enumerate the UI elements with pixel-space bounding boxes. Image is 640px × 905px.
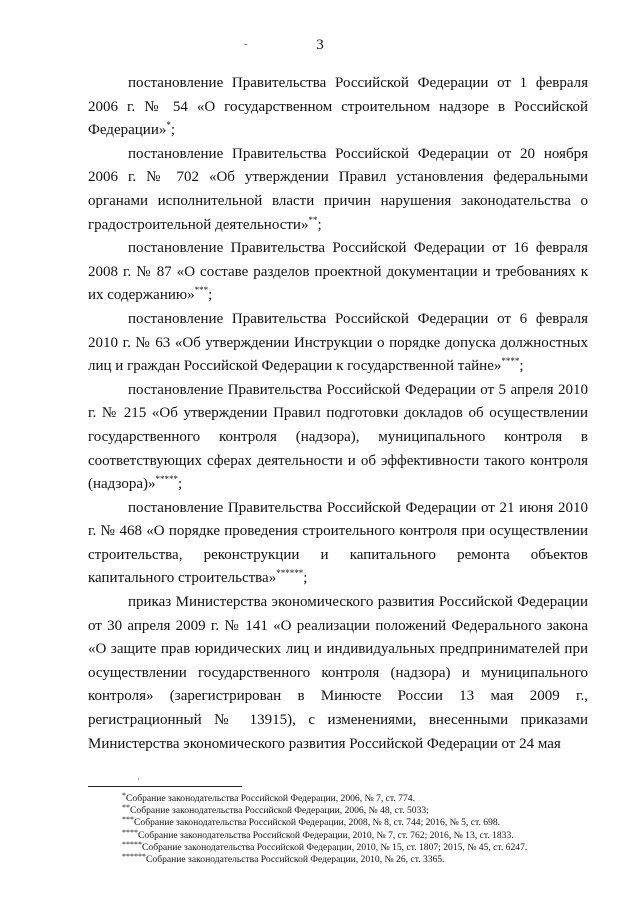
footnote-ref: ***** xyxy=(155,474,178,485)
footnote-text: Собрание законодательства Российской Федерации, 2010, № 15, ст. 1807; 2015, № 45, ст. 6247. xyxy=(142,841,528,853)
footnote-item xyxy=(122,817,592,829)
paragraph-text: постановление Правительства Российской Федерации от 21 июня 2010 г. № 468 «О порядке проведения строительного контроля при осуществлении строительства, реконструкции и капитального ремонта объектов капитального строительства» xyxy=(88,499,588,587)
footnote-marker: ***** xyxy=(122,839,142,849)
footnote-ref: *** xyxy=(194,285,209,296)
page-number: 3 xyxy=(316,37,324,53)
scan-mark: - xyxy=(244,38,248,50)
paragraph-decree-702 xyxy=(88,143,588,237)
footnote-text: Собрание законодательства Российской Федерации, 2008, № 8, ст. 744; 2016, № 5, ст. 698. xyxy=(134,817,501,829)
paragraph-text: постановление Правительства Российской Федерации от 5 апреля 2010 г. № 215 «Об утверждении Правил подготовки докладов об осуществлении государственного контроля (надзора), муниципального контроля в соответствующих сферах деятельности и об эффективности такого контроля (надзора)» xyxy=(88,381,588,493)
paragraph-decree-63 xyxy=(88,308,588,379)
footnote-item xyxy=(122,854,592,866)
paragraph-text: постановление Правительства Российской Федерации от 1 февраля 2006 г. № 54 «О государственном строительном надзоре в Российской Федерации» xyxy=(88,75,588,139)
footnote-item xyxy=(122,827,592,842)
paragraph-text: приказ Министерства экономического развития Российской Федерации от 30 апреля 2009 г. № 141 «О реализации положений Федерального закона «О защите прав юридических лиц и индивидуальных предпринимателей при осуществлении государственного контроля (надзора) и муниципального контроля» (зарегистрирован в Минюсте России 13 мая 2009 г., регистрационный № 13915), с изменениями, внесенными приказами Министерства экономического развития Российской Федерации от 24 мая xyxy=(88,594,588,752)
paragraph-tail: ; xyxy=(317,216,322,233)
paragraph-tail: ; xyxy=(178,476,183,493)
footnote-marker: *** xyxy=(122,815,134,825)
document-body xyxy=(88,72,588,756)
paragraph-decree-87 xyxy=(88,237,588,308)
footnote-divider xyxy=(88,786,242,787)
footnote-marker: **** xyxy=(122,827,138,837)
footnote-text: Собрание законодательства Российской Федерации, 2006, № 48, ст. 5033; xyxy=(130,805,429,817)
paragraph-tail: ; xyxy=(170,122,176,139)
paragraph-decree-54 xyxy=(88,72,588,143)
paragraph-text: постановление Правительства Российской Федерации от 20 ноября 2006 г. № 702 «Об утверждении Правил установления федеральными органами исполнительной власти причин нарушения законодательства о градостроительной деятельности» xyxy=(88,145,588,233)
footnote-text: Собрание законодательства Российской Федерации, 2006, № 7, ст. 774. xyxy=(126,793,415,804)
paragraph-tail: ; xyxy=(519,358,524,375)
footnote-ref: * xyxy=(166,120,171,131)
paragraph-tail: ; xyxy=(208,287,213,304)
footnote-text: Собрание законодательства Российской Федерации, 2010, № 7, ст. 762; 2016, № 13, ст. 1833. xyxy=(138,829,514,841)
footnote-item xyxy=(122,839,592,854)
footnote-marker: * xyxy=(122,791,126,800)
paragraph-decree-468 xyxy=(88,497,588,591)
footnote-marker: ****** xyxy=(122,852,146,862)
footnote-ref: ** xyxy=(308,214,318,225)
paragraph-text: постановление Правительства Российской Федерации от 6 февраля 2010 г. № 63 «Об утверждении Инструкции о порядке допуска должностных лиц и граждан Российской Федерации к государственной тайне» xyxy=(88,310,588,375)
footnote-item xyxy=(122,793,592,805)
paragraph-decree-215 xyxy=(88,379,588,497)
paragraph-tail: ; xyxy=(303,570,308,587)
footnote-text: Собрание законодательства Российской Федерации, 2010, № 26, ст. 3365. xyxy=(146,854,445,866)
footnotes xyxy=(122,793,592,866)
footnote-ref: **** xyxy=(501,356,520,367)
footnote-item xyxy=(122,805,592,817)
footnote-marker: ** xyxy=(122,803,130,813)
paragraph-text: постановление Правительства Российской Федерации от 16 февраля 2008 г. № 87 «О составе разделов проектной документации и требованиях к их содержанию» xyxy=(88,240,588,304)
divider-mark: · xyxy=(137,774,140,784)
footnote-ref: ****** xyxy=(276,568,304,579)
paragraph-order-141 xyxy=(88,591,588,756)
